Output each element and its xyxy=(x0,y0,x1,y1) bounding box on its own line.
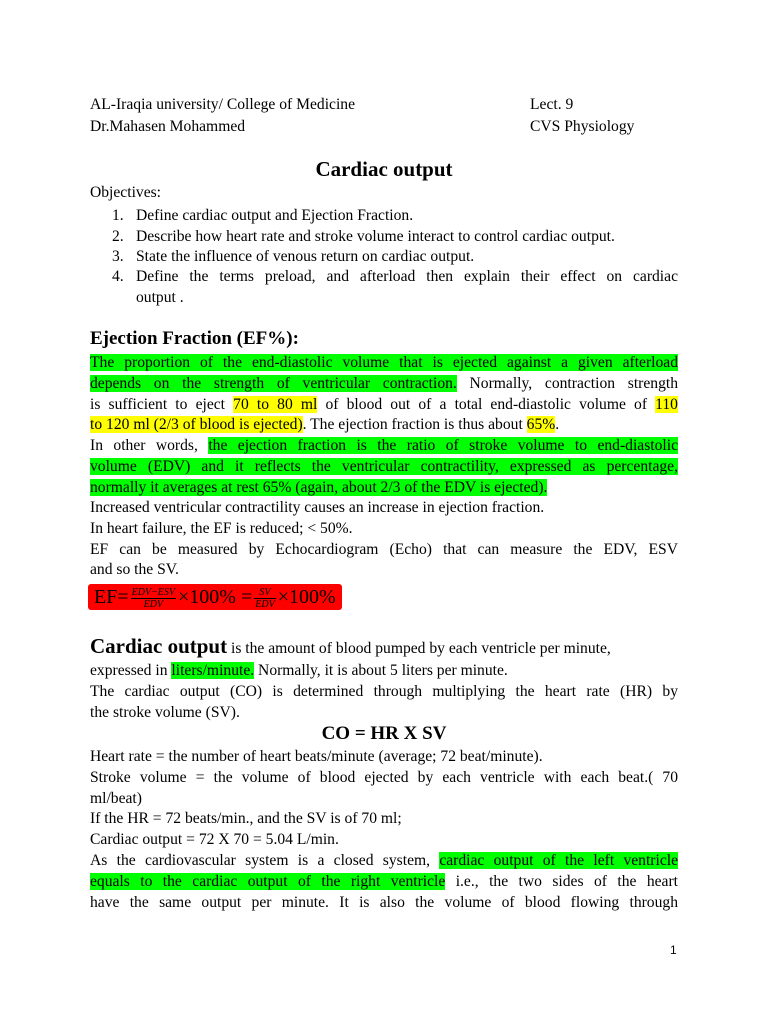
ef-paragraph-line: In heart failure, the EF is reduced; < 50%. xyxy=(90,520,353,537)
text-span: Normally, contraction strength xyxy=(456,375,678,392)
co-paragraph-line xyxy=(90,660,678,681)
text-span: Normally, it is about 5 liters per minute. xyxy=(254,662,508,679)
header-lecture: Lect. 9 xyxy=(530,96,574,113)
text-span: In other words, xyxy=(90,437,209,454)
highlight-green: volume (EDV) and it reflects the ventricular contractility, expressed as percentage, xyxy=(90,458,678,475)
highlight-yellow: to 120 ml (2/3 of blood is ejected) xyxy=(90,416,303,433)
ef-paragraph-line xyxy=(90,477,678,498)
co-paragraph-line: The cardiac output (CO) is determined through multiplying the heart rate (HR) by xyxy=(90,683,678,700)
ef-paragraph-line xyxy=(90,352,678,373)
formula-fraction xyxy=(254,587,275,610)
highlight-yellow: 65% xyxy=(526,416,556,433)
ef-paragraph-line xyxy=(90,435,678,456)
co-equation: CO = HR X SV xyxy=(321,723,447,744)
highlight-green: equals to the cardiac output of the right ventricle xyxy=(90,873,446,890)
objective-number: 4. xyxy=(112,268,124,285)
formula-lhs: EF= xyxy=(94,586,129,608)
fraction-numerator: SV xyxy=(254,587,275,599)
ef-paragraph-line xyxy=(90,394,678,415)
co-term: Cardiac output xyxy=(90,634,228,658)
ef-formula xyxy=(88,582,342,612)
text-span: expressed in xyxy=(90,662,172,679)
highlight-green: The proportion of the end-diastolic volume that is ejected against a given afterload xyxy=(90,354,678,371)
ef-paragraph-line xyxy=(90,414,678,435)
formula-end: ×100% xyxy=(277,586,336,608)
text-span: is the amount of blood pumped by each ventricle per minute, xyxy=(227,640,611,657)
header-course: CVS Physiology xyxy=(530,118,635,135)
formula-middle: ×100% = xyxy=(178,586,253,608)
co-paragraph-line: Cardiac output = 72 X 70 = 5.04 L/min. xyxy=(90,831,339,848)
text-span: . The ejection fraction is thus about xyxy=(302,416,527,433)
text-span: is sufficient to eject xyxy=(90,396,234,413)
objective-text: Describe how heart rate and stroke volume interact to control cardiac output. xyxy=(136,228,615,245)
co-paragraph-line: Stroke volume = the volume of blood ejected by each ventricle with each beat.( 70 xyxy=(90,769,678,786)
co-paragraph-line xyxy=(90,871,678,892)
objective-text: Define cardiac output and Ejection Fraction. xyxy=(136,207,414,224)
highlight-yellow: 70 to 80 ml xyxy=(233,396,318,413)
objective-number: 1. xyxy=(112,207,124,224)
ef-formula-box xyxy=(88,584,342,610)
ef-paragraph-line: Increased ventricular contractility causes an increase in ejection fraction. xyxy=(90,499,545,516)
highlight-green: cardiac output of the left ventricle xyxy=(439,852,678,869)
co-paragraph-line: the stroke volume (SV). xyxy=(90,704,240,721)
fraction-numerator: EDV−ESV xyxy=(131,586,176,598)
co-paragraph-line xyxy=(90,634,678,661)
co-paragraph-line: If the HR = 72 beats/min., and the SV is of 70 ml; xyxy=(90,810,402,827)
header-university: AL-Iraqia university/ College of Medicine xyxy=(90,96,356,113)
objectives-label: Objectives: xyxy=(90,184,162,201)
header-doctor: Dr.Mahasen Mohammed xyxy=(90,118,246,135)
co-paragraph-line: ml/beat) xyxy=(90,790,142,807)
ef-paragraph-line: and so the SV. xyxy=(90,561,179,578)
text-span: of blood out of a total end-diastolic volume of xyxy=(317,396,656,413)
objective-text: State the influence of venous return on cardiac output. xyxy=(136,248,475,265)
text-span: i.e., the two sides of the heart xyxy=(445,873,678,890)
co-paragraph-line: have the same output per minute. It is also the volume of blood flowing through xyxy=(90,894,678,911)
highlight-green: normally it averages at rest 65% (again, about 2/3 of the EDV is ejected). xyxy=(90,479,548,496)
text-span: . xyxy=(555,416,560,433)
objective-number: 2. xyxy=(112,228,124,245)
co-paragraph-line xyxy=(90,850,678,871)
ef-paragraph-line xyxy=(90,373,678,394)
highlight-green: liters/minute. xyxy=(171,662,255,679)
highlight-green: the ejection fraction is the ratio of stroke volume to end-diastolic xyxy=(208,437,678,454)
fraction-denominator: EDV xyxy=(255,598,275,610)
fraction-denominator: EDV xyxy=(143,598,164,610)
co-paragraph-line: Heart rate = the number of heart beats/minute (average; 72 beat/minute). xyxy=(90,748,543,765)
highlight-green: depends on the strength of ventricular contraction. xyxy=(90,375,457,392)
formula-fraction xyxy=(131,587,176,610)
objective-text: Define the terms preload, and afterload then explain their effect on cardiac xyxy=(136,268,678,285)
ef-paragraph-line: EF can be measured by Echocardiogram (Echo) that can measure the EDV, ESV xyxy=(90,541,678,558)
ef-paragraph-line xyxy=(90,456,678,477)
objective-text-continued: output . xyxy=(136,289,184,306)
ef-heading: Ejection Fraction (EF%): xyxy=(90,328,299,349)
objective-number: 3. xyxy=(112,248,124,265)
text-span: As the cardiovascular system is a closed system, xyxy=(90,852,440,869)
page-title: Cardiac output xyxy=(315,157,453,181)
highlight-yellow: 110 xyxy=(655,396,678,413)
page-number: 1 xyxy=(670,943,677,957)
